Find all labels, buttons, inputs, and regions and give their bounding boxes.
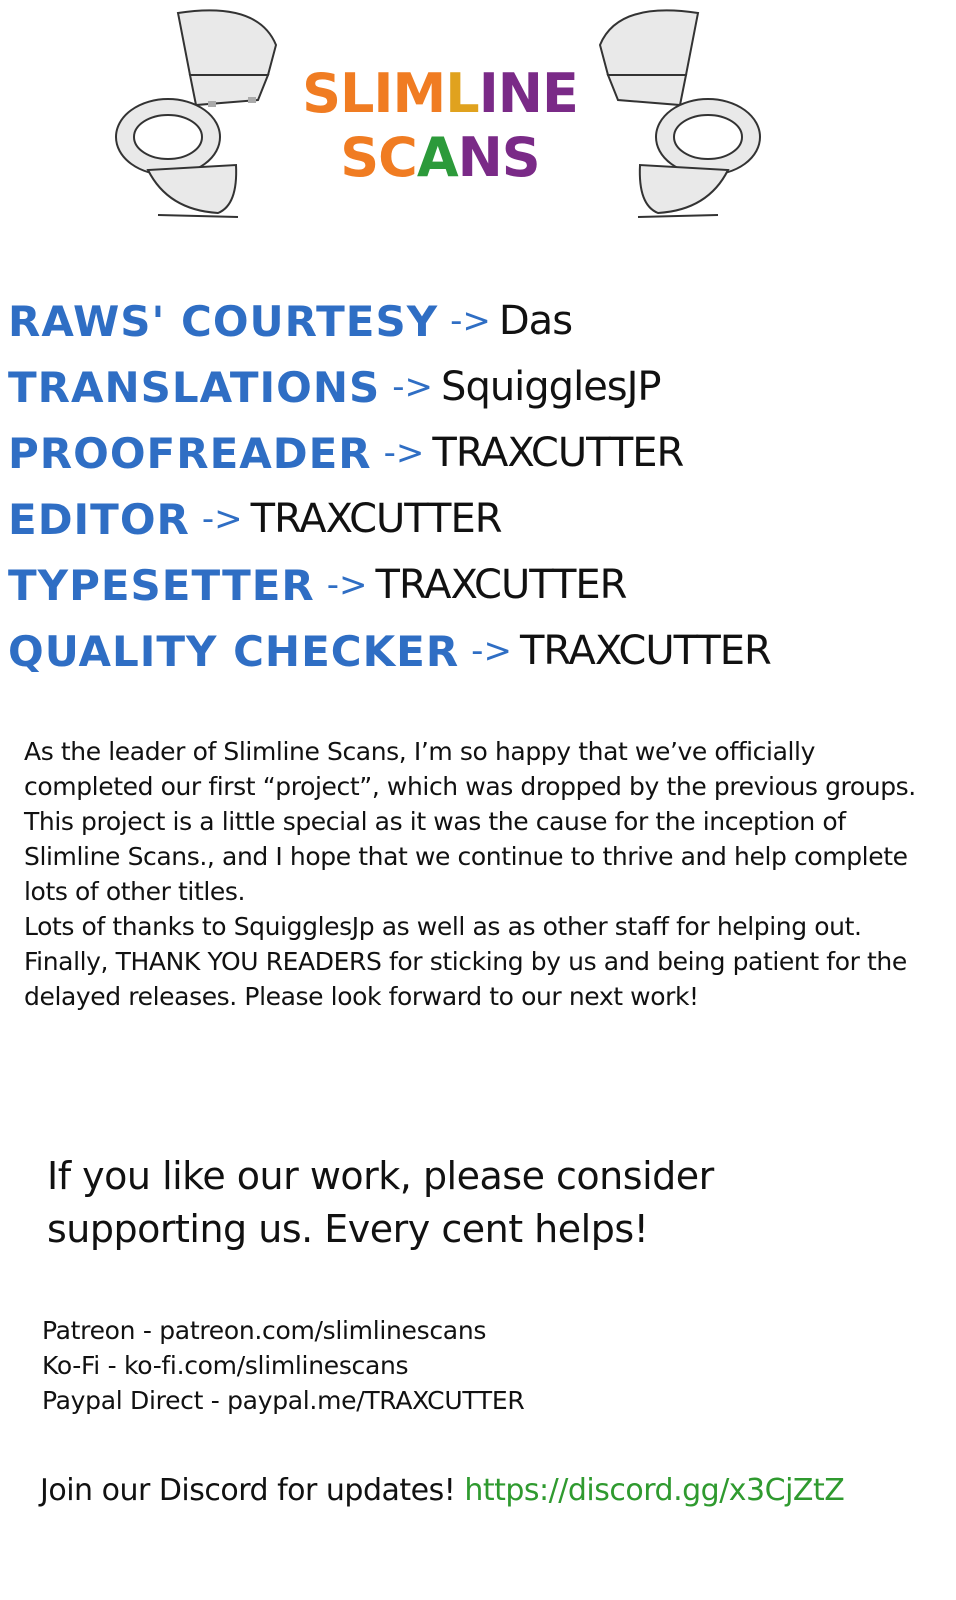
discord-invite [40, 1473, 844, 1508]
credit-role: PROOFREADER [8, 428, 372, 478]
credits-list [8, 288, 771, 684]
support-line-1: If you like our work, please consider [47, 1154, 714, 1198]
credit-name: SquigglesJP [441, 364, 661, 410]
credit-row [8, 552, 771, 618]
logo-letters: SLIM [302, 62, 446, 125]
credit-role: TRANSLATIONS [8, 362, 381, 412]
support-appeal [47, 1150, 907, 1256]
credit-row [8, 486, 771, 552]
kofi-link[interactable]: Ko-Fi - ko-fi.com/slimlinescans [42, 1351, 409, 1380]
logo-line-1 [290, 62, 590, 126]
arrow-icon: -> [383, 433, 425, 473]
logo-letters: INE [478, 62, 578, 125]
arrow-icon: -> [326, 565, 368, 605]
discord-link[interactable]: https://discord.gg/x3CjZtZ [464, 1473, 845, 1508]
credit-role: EDITOR [8, 494, 190, 544]
toilet-icon [588, 5, 768, 225]
credit-row [8, 618, 771, 684]
logo-letters: SC [340, 126, 417, 189]
logo-line-2 [290, 126, 590, 190]
credit-role: TYPESETTER [8, 560, 315, 610]
message-paragraph-3: Finally, THANK YOU READERS for sticking by us and being patient for the delayed releases. Please look forward to our next work! [24, 947, 907, 1011]
logo-letters: L [445, 62, 479, 125]
credit-name: TRAXCUTTER [519, 628, 771, 674]
arrow-icon: -> [201, 499, 243, 539]
credit-row [8, 354, 771, 420]
credit-name: TRAXCUTTER [432, 430, 684, 476]
slimline-scans-logo [290, 62, 590, 190]
credit-role: RAWS' COURTESY [8, 296, 439, 346]
arrow-icon: -> [450, 301, 491, 341]
paypal-link[interactable]: Paypal Direct - paypal.me/TRAXCUTTER [42, 1386, 525, 1415]
support-line-2: supporting us. Every cent helps! [47, 1207, 649, 1251]
message-paragraph-1: As the leader of Slimline Scans, I’m so happy that we’ve officially completed our first “project”, which was dropped by the previous groups. This project is a little special as it was the cause for the inception of Slimline Scans., and I hope that we continue to thrive and help complete lots of other titles. [24, 737, 916, 906]
message-paragraph-2: Lots of thanks to SquigglesJp as well as as other staff for helping out. [24, 912, 862, 941]
toilet-icon [108, 5, 288, 225]
patreon-link[interactable]: Patreon - patreon.com/slimlinescans [42, 1316, 487, 1345]
credit-row [8, 420, 771, 486]
arrow-icon: -> [392, 367, 434, 407]
logo-letters: NS [457, 126, 540, 189]
credit-name: TRAXCUTTER [375, 562, 627, 608]
discord-text: Join our Discord for updates! [40, 1473, 456, 1508]
credit-row [8, 288, 771, 354]
leader-message [24, 734, 924, 1014]
credit-name: Das [498, 298, 573, 344]
credit-name: TRAXCUTTER [250, 496, 502, 542]
donation-links [42, 1313, 524, 1418]
arrow-icon: -> [471, 631, 512, 671]
credit-role: QUALITY CHECKER [8, 626, 460, 676]
logo-letters: A [416, 126, 458, 189]
